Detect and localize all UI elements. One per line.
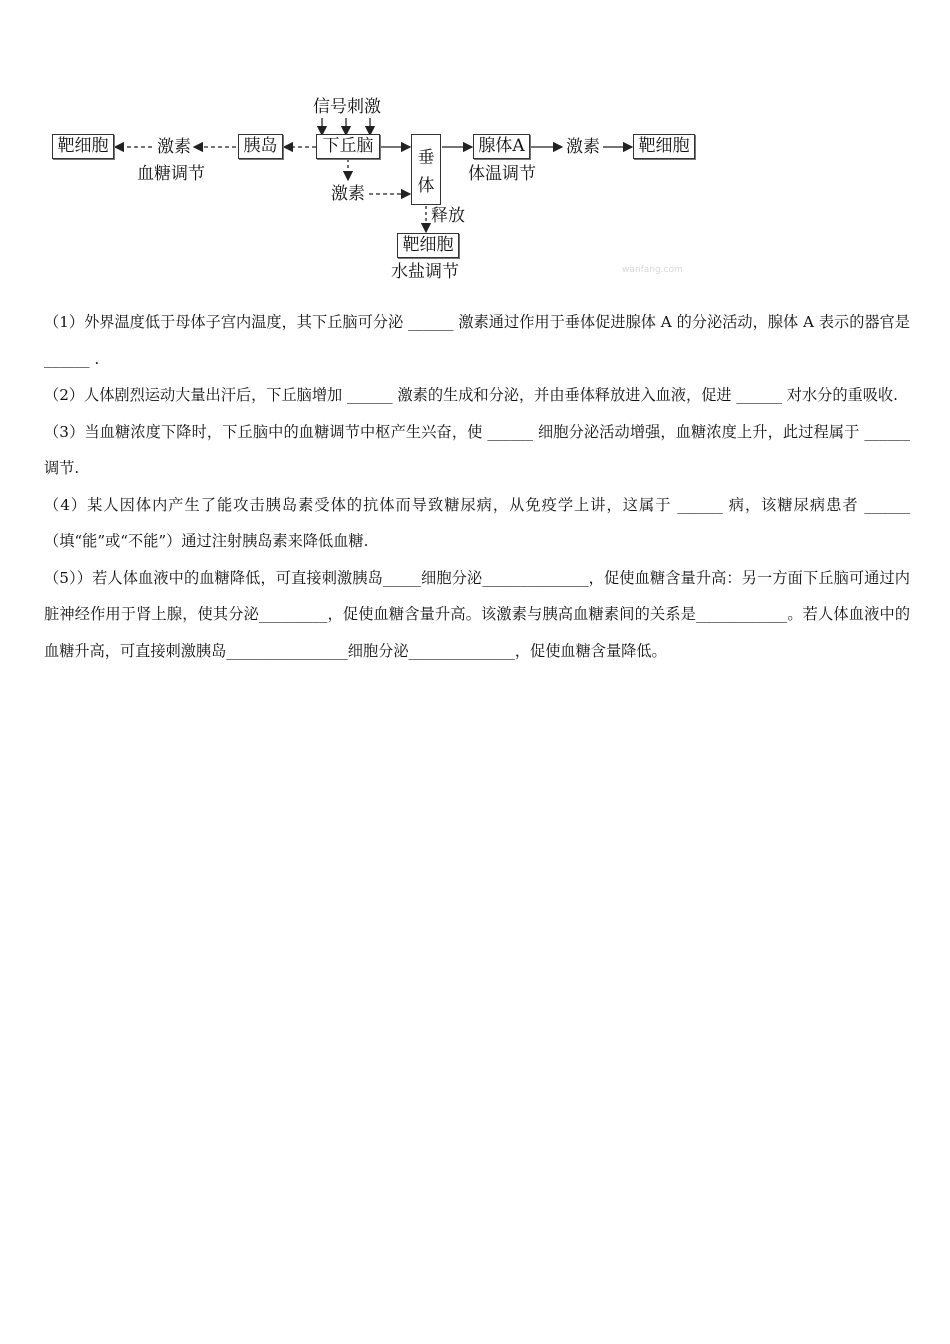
- target-cell-bottom-box: 靶细胞: [397, 233, 459, 258]
- question-3: （3）当血糖浓度下降时，下丘脑中的血糖调节中枢产生兴奋，使 ______ 细胞分泌活动增强，血糖浓度上升，此过程属于 ______ 调节.: [44, 422, 910, 477]
- target-cell-right-box: 靶细胞: [633, 134, 695, 159]
- question-1: （1）外界温度低于母体子宫内温度，其下丘脑可分泌 ______ 激素通过作用于垂体促进腺体 A 的分泌活动，腺体 A 表示的器官是 ______ .: [44, 313, 910, 368]
- signal-stimulus-label: 信号刺激: [313, 97, 381, 117]
- pituitary-char-2: 体: [417, 176, 435, 197]
- hormone-bottom-label: 激素: [331, 184, 365, 204]
- hypothalamus-box: 下丘脑: [316, 134, 380, 159]
- pituitary-char-1: 垂: [417, 147, 435, 168]
- blood-sugar-regulation-label: 血糖调节: [137, 164, 205, 184]
- watermark: wanfang.com: [622, 265, 683, 275]
- question-list: [44, 304, 910, 669]
- question-2: （2）人体剧烈运动大量出汗后，下丘脑增加 ______ 激素的生成和分泌，并由垂体释放进入血液，促进 ______ 对水分的重吸收.: [44, 386, 898, 404]
- target-cell-left-box: 靶细胞: [52, 134, 114, 159]
- question-4: （4）某人因体内产生了能攻击胰岛素受体的抗体而导致糖尿病，从免疫学上讲，这属于 ______ 病，该糖尿病患者 ______（填“能”或“不能”）通过注射胰岛素来降低血糖.: [44, 495, 910, 550]
- hormone-right-label: 激素: [566, 137, 600, 157]
- release-label: 释放: [431, 206, 465, 226]
- pituitary-box: [411, 134, 441, 205]
- question-5: （5））若人体血液中的血糖降低，可直接刺激胰岛_____细胞分泌______________，促使血糖含量升高：另一方面下丘脑可通过内脏神经作用于肾上腺，使其分泌_________，促使血糖含量升高。该激素与胰高血糖素间的关系是____________。若人体血液中的血糖升高，可直接刺激胰岛________________细胞分泌______________，促使血糖含量降低。: [44, 568, 910, 660]
- temperature-regulation-label: 体温调节: [468, 164, 536, 184]
- gland-a-box: 腺体A: [473, 134, 530, 159]
- pancreatic-islet-box: 胰岛: [238, 134, 283, 159]
- regulation-diagram: [0, 0, 950, 300]
- water-salt-regulation-label: 水盐调节: [391, 262, 459, 282]
- hormone-left-label: 激素: [157, 137, 191, 157]
